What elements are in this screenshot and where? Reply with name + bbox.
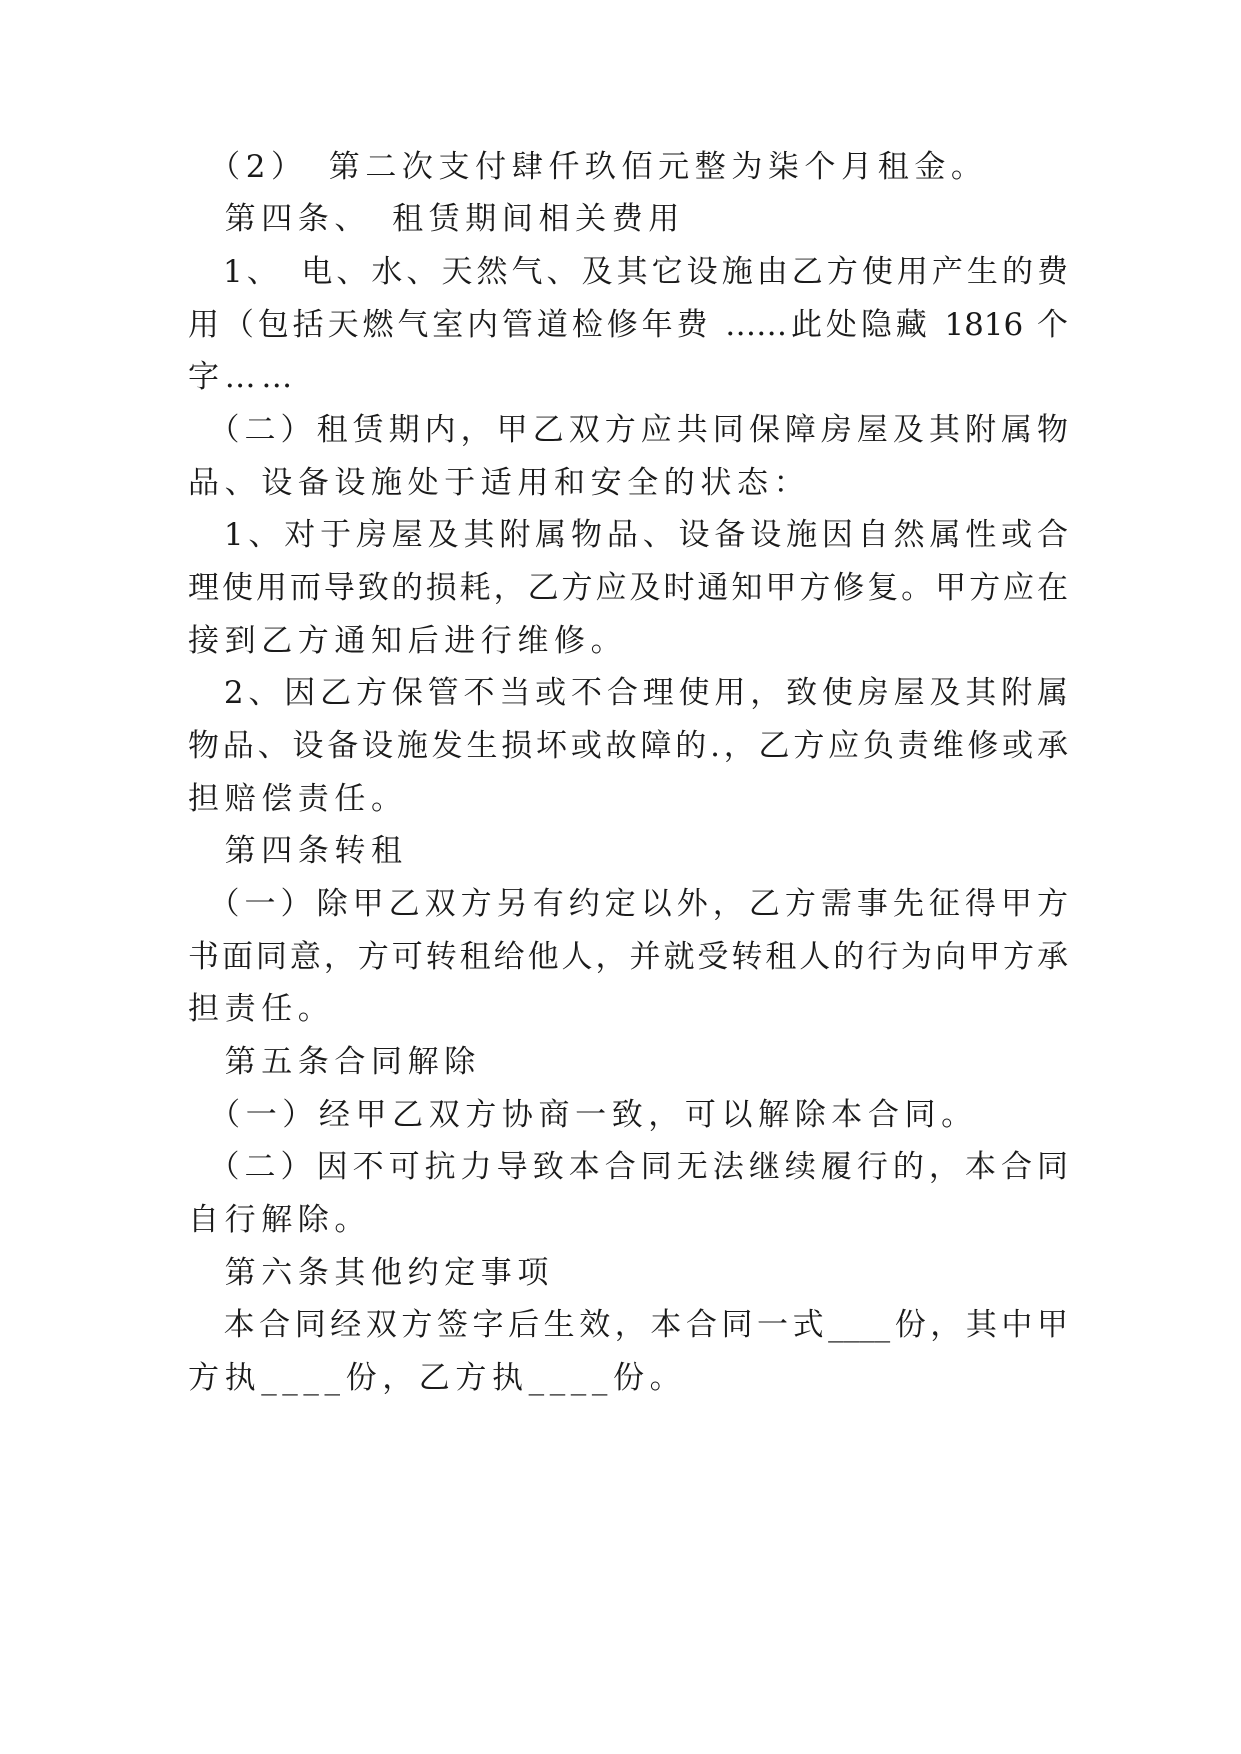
paragraph-line: （二）租赁期内，甲乙双方应共同保障房屋及其附属物 bbox=[188, 412, 1068, 448]
paragraph-line: （二）因不可抗力导致本合同无法继续履行的，本合同 bbox=[188, 1149, 1068, 1185]
paragraph-line: 接到乙方通知后进行维修。 bbox=[188, 623, 628, 659]
paragraph-line: 字…… bbox=[188, 359, 298, 395]
paragraph-line: 方执____份，乙方执____份。 bbox=[188, 1360, 687, 1396]
paragraph-line: 1、 电、水、天然气、及其它设施由乙方使用产生的费 bbox=[188, 254, 1068, 290]
paragraph-line: 书面同意，方可转租给他人，并就受转租人的行为向甲方承 bbox=[188, 939, 1068, 975]
paragraph-line: 本合同经双方签字后生效，本合同一式____份，其中甲 bbox=[188, 1307, 1068, 1343]
paragraph-line: 用（包括天燃气室内管道检修年费 ……此处隐藏 1816 个 bbox=[188, 307, 1068, 343]
paragraph-line: 2、因乙方保管不当或不合理使用，致使房屋及其附属 bbox=[188, 675, 1068, 711]
paragraph-line: （2） 第二次支付肆仟玖佰元整为柒个月租金。 bbox=[188, 149, 988, 185]
paragraph-line: （一）除甲乙双方另有约定以外，乙方需事先征得甲方 bbox=[188, 886, 1068, 922]
section-heading: 第五条合同解除 bbox=[188, 1044, 481, 1080]
paragraph-line: 担赔偿责任。 bbox=[188, 781, 408, 817]
paragraph-line: 品、设备设施处于适用和安全的状态： bbox=[188, 465, 811, 501]
paragraph-line: （一）经甲乙双方协商一致，可以解除本合同。 bbox=[188, 1097, 978, 1133]
section-heading: 第四条、 租赁期间相关费用 bbox=[188, 201, 685, 237]
section-heading: 第六条其他约定事项 bbox=[188, 1255, 554, 1291]
section-heading: 第四条转租 bbox=[188, 833, 408, 869]
paragraph-line: 1、对于房屋及其附属物品、设备设施因自然属性或合 bbox=[188, 517, 1068, 553]
paragraph-line: 物品、设备设施发生损坏或故障的.，乙方应负责维修或承 bbox=[188, 728, 1068, 764]
paragraph-line: 自行解除。 bbox=[188, 1202, 371, 1238]
paragraph-line: 理使用而导致的损耗，乙方应及时通知甲方修复。甲方应在 bbox=[188, 570, 1068, 606]
paragraph-line: 担责任。 bbox=[188, 991, 335, 1027]
